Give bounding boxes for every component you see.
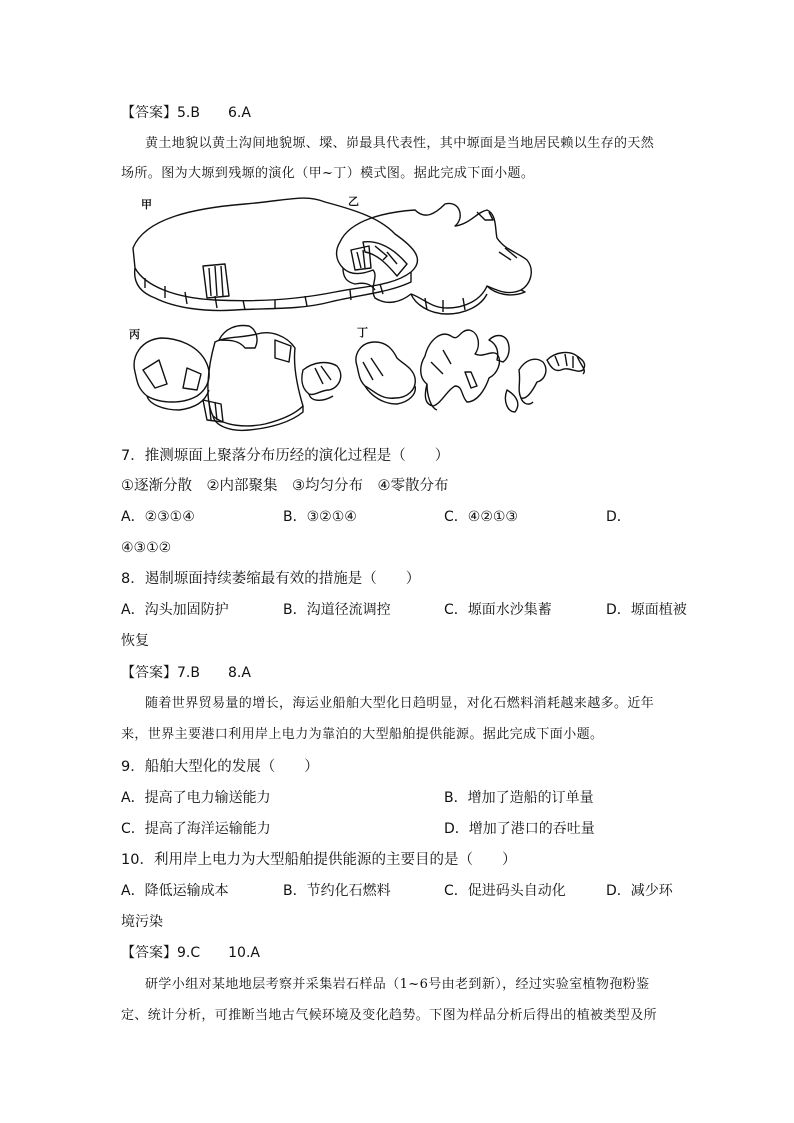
question-8-option-d[interactable]: D．塬面植被 (606, 602, 687, 618)
question-10-option-b[interactable]: B．节约化石燃料 (283, 883, 391, 899)
answer-value: 10.A (228, 945, 260, 961)
question-7-option-b[interactable]: B．③②①④ (283, 509, 357, 525)
question-7-option-c[interactable]: C．④②①③ (444, 509, 518, 525)
question-8-option-b[interactable]: B．沟道径流调控 (283, 602, 391, 618)
question-9-option-c[interactable]: C．提高了海洋运输能力 (121, 821, 271, 837)
plateau-ding (356, 330, 585, 412)
question-8-stem: 8．遏制塬面持续萎缩最有效的措施是（ ） (121, 571, 421, 587)
question-8-option-a[interactable]: A．沟头加固防护 (121, 602, 229, 618)
answer-value: 6.A (227, 105, 251, 121)
question-7-option-a[interactable]: A．②③①④ (121, 509, 195, 525)
intro-paragraph-line: 随着世界贸易量的增长，海运业船舶大型化日趋明显，对化石燃料消耗越来越多。近年 (145, 696, 655, 711)
answer-label: 【答案】 (121, 665, 177, 681)
question-7-stem: 7．推测塬面上聚落分布历经的演化过程是（ ） (121, 448, 450, 464)
question-10-option-a[interactable]: A．降低运输成本 (121, 883, 229, 899)
plateau-bing (134, 326, 341, 431)
intro-paragraph-line: 定、统计分析，可推断当地古气候环境及变化趋势。下图为样品分析后得出的植被类型及所 (121, 1008, 658, 1023)
figure-label-ding: 丁 (357, 326, 368, 339)
answer-line (121, 943, 260, 963)
answer-value: 9.C (177, 945, 201, 961)
figure-label-jia: 甲 (141, 198, 152, 211)
question-8-option-d-wrap: 恢复 (121, 633, 149, 649)
plateau-yi (337, 203, 532, 314)
intro-paragraph-line: 研学小组对某地地层考察并采集岩石样品（1~6号由老到新），经过实验室植物孢粉鉴 (145, 977, 650, 992)
answer-value: 5.B (177, 105, 200, 121)
question-10-option-d-wrap: 境污染 (121, 914, 163, 930)
question-10-stem: 10．利用岸上电力为大型船舶提供能源的主要目的是（ ） (121, 852, 517, 868)
answer-value: 8.A (227, 665, 251, 681)
answer-label: 【答案】 (121, 105, 177, 121)
question-7-option-d[interactable]: D． (606, 509, 631, 525)
answer-line (121, 103, 251, 123)
figure-label-bing: 丙 (129, 328, 140, 341)
question-9-stem: 9．船舶大型化的发展（ ） (121, 759, 319, 775)
question-9-option-b[interactable]: B．增加了造船的订单量 (444, 790, 594, 806)
answer-label: 【答案】 (121, 945, 177, 961)
intro-paragraph-line: 黄土地貌以黄土沟间地貌塬、墚、峁最具代表性，其中塬面是当地居民赖以生存的天然 (145, 136, 655, 151)
answer-value: 7.B (177, 665, 200, 681)
question-8-option-c[interactable]: C．塬面水沙集蓄 (444, 602, 552, 618)
question-9-option-d[interactable]: D．增加了港口的吞吐量 (444, 821, 595, 837)
answer-line (121, 663, 251, 683)
loess-evolution-figure (125, 190, 685, 440)
intro-paragraph-line: 场所。图为大塬到残塬的演化（甲~丁）模式图。据此完成下面小题。 (121, 166, 535, 181)
question-7-items: ①逐渐分散 ②内部聚集 ③均匀分布 ④零散分布 (121, 478, 449, 494)
plateau-jia (133, 198, 418, 310)
question-10-option-d[interactable]: D．减少环 (606, 883, 673, 899)
question-10-option-c[interactable]: C．促进码头自动化 (444, 883, 566, 899)
question-9-option-a[interactable]: A．提高了电力输送能力 (121, 790, 271, 806)
intro-paragraph-line: 来，世界主要港口利用岸上电力为靠泊的大型船舶提供能源。据此完成下面小题。 (121, 727, 604, 742)
question-7-option-d-wrap: ④③①② (121, 540, 172, 556)
figure-label-yi: 乙 (348, 195, 359, 208)
